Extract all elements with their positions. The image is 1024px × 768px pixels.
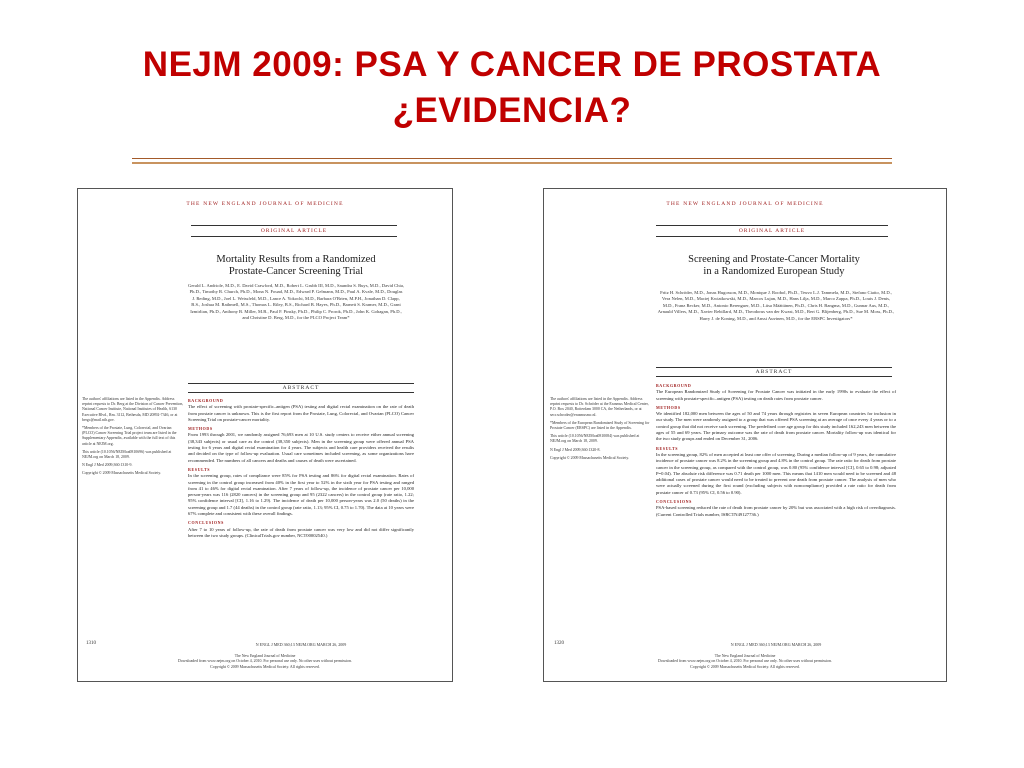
download-footer: [78, 654, 452, 670]
journal-masthead: THE NEW ENGLAND JOURNAL OF MEDICINE: [666, 201, 824, 207]
section-heading: CONCLUSIONS: [656, 499, 692, 505]
section-text: The European Randomized Study of Screening for Prostate Cancer was initiated in the early 1990s to evaluate the effect of screening with prostate-specific–antigen (PSA) testing on death rates from prostate cancer.: [656, 389, 896, 401]
section-heading: METHODS: [656, 404, 681, 410]
footer-copyright: Copyright © 2009 Massachusetts Medical Society. All rights reserved.: [690, 664, 800, 669]
article-sidebar: [82, 397, 184, 480]
sidebar-members-note: *Members of the European Randomized Study of Screening for Prostate Cancer (ERSPC) are listed in the Appendix.: [550, 420, 650, 431]
article-title-line-1: Screening and Prostate-Cancer Mortality: [688, 254, 860, 265]
sidebar-citation: N Engl J Med 2009;360:1320-8.: [550, 447, 601, 452]
sidebar-citation: N Engl J Med 2009;360:1310-9.: [82, 463, 133, 468]
article-title-line-2: in a Randomized European Study: [703, 266, 845, 277]
sidebar-publication-note: This article (10.1056/NEJMoa0810696) was published at NEJM.org on March 18, 2009.: [82, 449, 172, 460]
section-text: From 1993 through 2001, we randomly assigned 76,693 men at 10 U.S. study centers to receive either annual screening (38,343 subjects) or usual care as the control (38,350 subjects). Men in the screening group were offered annual PSA testing for 6 years and digital rectal examination for 4 years. The subjects and health care providers received the results and decided on the type of follow-up evaluation. Usual care sometimes included screening, as some organizations have recommended. The numbers of all cancers and deaths and causes of death were ascertained.: [188, 432, 414, 463]
slide-title: [0, 42, 1024, 134]
sidebar-members-note: *Members of the Prostate, Lung, Colorectal, and Ovarian (PLCO) Cancer Screening Trial project team are listed in the Supplementary Appendix, available with the full text of this article at NEJM.org.: [82, 426, 177, 446]
article-title: [648, 254, 900, 278]
article-erspc: [543, 188, 947, 682]
abstract-body: [656, 380, 896, 518]
footer-copyright: Copyright © 2009 Massachusetts Medical Society. All rights reserved.: [210, 664, 320, 669]
title-divider: [132, 158, 892, 159]
download-footer: [544, 654, 946, 670]
slide-title-line-1: NEJM 2009: PSA Y CANCER DE PROSTATA: [142, 45, 882, 84]
footer-journal: The New England Journal of Medicine: [234, 654, 296, 658]
footer-journal: The New England Journal of Medicine: [714, 654, 776, 658]
journal-citation: N ENGL J MED 360;13 NEJM.ORG MARCH 26, 2009: [730, 642, 822, 647]
article-title-line-2: Prostate-Cancer Screening Trial: [228, 266, 364, 277]
abstract-label: ABSTRACT: [656, 367, 892, 377]
sidebar-copyright: Copyright © 2009 Massachusetts Medical Society.: [550, 455, 629, 460]
section-text: After 7 to 10 years of follow-up, the rate of death from prostate cancer was very low and did not differ significantly between the two study groups. (ClinicalTrials.gov number, NCT00002540.): [188, 526, 414, 538]
journal-citation: N ENGL J MED 360;13 NEJM.ORG MARCH 26, 2009: [255, 642, 347, 647]
section-heading: BACKGROUND: [188, 398, 224, 403]
section-text: We identified 182,000 men between the ages of 50 and 74 years through registries in seven European countries for inclusion in our study. The men were randomly assigned to a group that was offered PSA screening at an average of once every 4 years or to a control group that did not receive such screening. The predefined core age group for this study included 162,243 men between the ages of 55 and 69 years. The primary outcome was the rate of death from prostate cancer. Mortality follow-up was identical for the two study groups and ended on December 31, 2006.: [656, 411, 896, 442]
section-heading: RESULTS: [188, 466, 211, 472]
article-type-label: ORIGINAL ARTICLE: [656, 225, 888, 237]
sidebar-affiliations: The authors' affiliations are listed in the Appendix. Address reprint requests to Dr. Schröder at the Erasmus Medical Center, P.O. Box 2040, Rotterdam 3000 CA, the Netherlands, or at secr.schroder@erasmusmc.nl.: [550, 397, 649, 417]
section-heading: CONCLUSIONS: [188, 520, 224, 526]
author-list: Gerald L. Andriole, M.D., E. David Crawford, M.D., Robert L. Grubb III, M.D., Saundra S. Buys, M.D., David Chia, Ph.D., Timothy R. Church, Ph.D., Mona N. Fouad, M.D., Edward P. Gelmann, M.D., Paul A. Kvale, M.D., Douglas J. Reding, M.D., Joel L. Weissfeld, M.D., Lance A. Yokochi, M.D., Barbara O'Brien, M.P.H., Jonathan D. Clapp, B.S., Joshua M. Rathmell, M.S., Thomas L. Riley, B.S., Richard B. Hayes, Ph.D., Barnett S. Kramer, M.D., Grant Izmirlian, Ph.D., Anthony B. Miller, M.B., Paul F. Pinsky, Ph.D., Philip C. Prorok, Ph.D., John K. Gohagan, Ph.D., and Christine D. Berg, M.D., for the PLCO Project Team*: [188, 283, 405, 321]
abstract-body: [188, 395, 414, 539]
article-type-label: ORIGINAL ARTICLE: [191, 225, 397, 237]
section-text: In the screening group, 82% of men accepted at least one offer of screening. During a median follow-up of 9 years, the cumulative incidence of prostate cancer was 8.2% in the screening group and 4.8% in the control group. The rate ratio for death from prostate cancer in the screening group, as compared with the control group, was 0.80 (95% confidence interval [CI], 0.65 to 0.98; adjusted P=0.04). The absolute risk difference was 0.71 death per 1000 men. This means that 1410 men would need to be screened and 48 additional cases of prostate cancer would need to be treated to prevent one death from prostate cancer. The analysis of men who were actually screened during the first round (excluding subjects with noncompliance) provided a rate ratio for death from prostate cancer of 0.73 (95% CI, 0.56 to 0.90).: [656, 451, 896, 495]
article-title: [178, 254, 414, 278]
journal-masthead: THE NEW ENGLAND JOURNAL OF MEDICINE: [186, 201, 344, 207]
author-list: Fritz H. Schröder, M.D., Jonas Hugosson, M.D., Monique J. Roobol, Ph.D., Teuvo L.J. Tammela, M.D., Stefano Ciatto, M.D., Vera Nelen, M.D., Maciej Kwiatkowski, M.D., Marcos Lujan, M.D., Hans Lilja, M.D., Marco Zappa, Ph.D., Louis J. Denis, M.D., Franz Recker, M.D., Antonio Berenguer, M.D., Liisa Määttänen, Ph.D., Chris H. Bangma, M.D., Gunnar Aus, M.D., Arnauld Villers, M.D., Xavier Rebillard, M.D., Theodorus van der Kwast, M.D., Bert G. Blijenberg, Ph.D., Sue M. Moss, Ph.D., Harry J. de Koning, M.D., and Anssi Auvinen, M.D., for the ERSPC Investigators*: [657, 290, 895, 321]
footer-download-note: Downloaded from www.nejm.org on October 4, 2010. For personal use only. No other uses without permission.: [658, 659, 832, 664]
article-title-line-1: Mortality Results from a Randomized: [216, 254, 376, 265]
section-text: In the screening group, rates of compliance were 85% for PSA testing and 86% for digital rectal examination. Rates of screening in the control group increased from 40% in the first year to 52% in the sixth year for PSA testing and ranged from 41 to 46% for digital rectal examination. After 7 years of follow-up, the incidence of prostate cancer per 10,000 person-years was 116 (2820 cancers) in the screening group and 95 (2322 cancers) in the control group (rate ratio, 1.22; 95% confidence interval [CI], 1.16 to 1.29). The incidence of death per 10,000 person-years was 2.0 (50 deaths) in the screening group and 1.7 (44 deaths) in the control group (rate ratio, 1.13; 95% CI, 0.75 to 1.70). The data at 10 years were 67% complete and consistent with these overall findings.: [188, 473, 414, 517]
article-plco: [77, 188, 453, 682]
page-number: 1310: [86, 641, 96, 646]
sidebar-publication-note: This article (10.1056/NEJMoa0810084) was published at NEJM.org on March 18, 2009.: [550, 434, 640, 444]
article-sidebar: [550, 397, 650, 464]
page-number: 1320: [554, 641, 564, 646]
title-divider-accent: [132, 162, 892, 164]
section-heading: BACKGROUND: [656, 383, 692, 388]
abstract-label: ABSTRACT: [188, 383, 414, 393]
section-heading: METHODS: [188, 426, 213, 432]
section-text: The effect of screening with prostate-specific–antigen (PSA) testing and digital rectal examination on the rate of death from prostate cancer is unknown. This is the first report from the Prostate, Lung, Colorectal, and Ovarian (PLCO) Cancer Screening Trial on prostate-cancer mortality.: [188, 404, 414, 422]
footer-download-note: Downloaded from www.nejm.org on October 4, 2010. For personal use only. No other uses without permission.: [178, 659, 352, 664]
sidebar-copyright: Copyright © 2009 Massachusetts Medical Society.: [82, 471, 161, 476]
slide-title-line-2: ¿EVIDENCIA?: [392, 91, 632, 130]
section-text: PSA-based screening reduced the rate of death from prostate cancer by 20% but was associated with a high risk of overdiagnosis. (Current Controlled Trials number, ISRCTN49127736.): [656, 505, 896, 517]
section-heading: RESULTS: [656, 445, 679, 451]
sidebar-affiliations: The authors' affiliations are listed in the Appendix. Address reprint requests to Dr. Berg at the Division of Cancer Prevention, National Cancer Institute, National Institutes of Health, 6130 Executive Blvd., Rm. 3112, Bethesda, MD 20892-7346, or at bergc@mail.nih.gov.: [82, 397, 184, 422]
